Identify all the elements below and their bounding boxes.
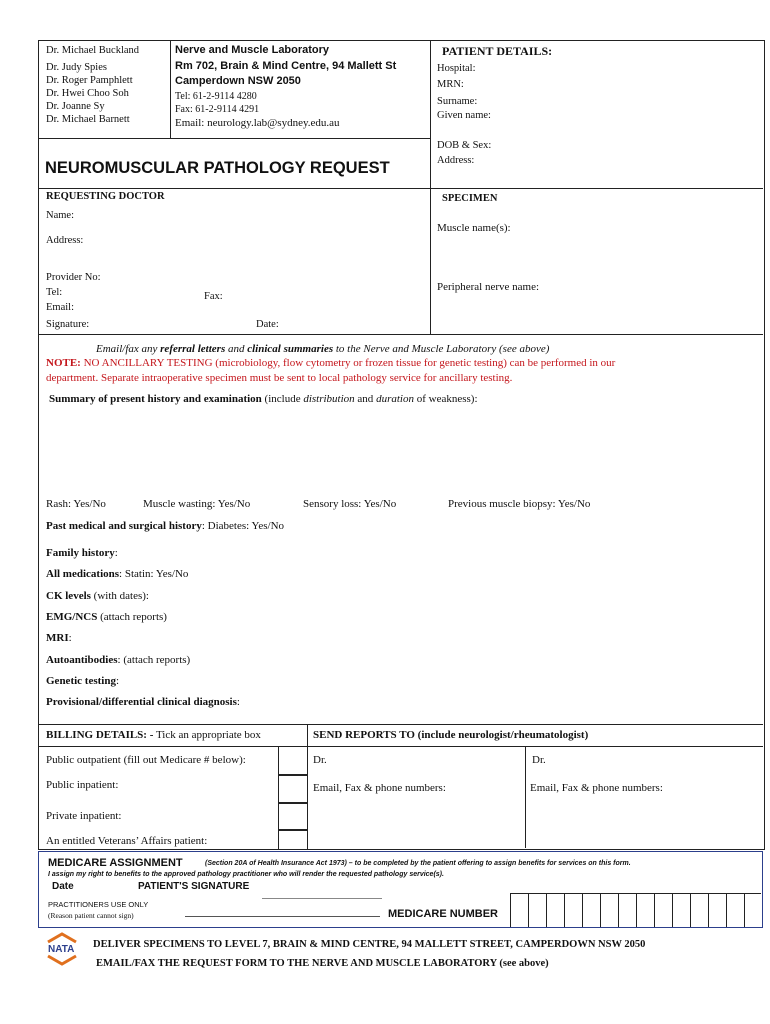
doctor-name: Dr. Judy Spies	[46, 62, 107, 73]
doctor-name: Dr. Joanne Sy	[46, 101, 105, 112]
lab-name: Nerve and Muscle Laboratory	[175, 44, 330, 56]
referral-notice: Email/fax any referral letters and clinical summaries to the Nerve and Muscle Laboratory (see above)	[96, 343, 550, 355]
doctor-name: Dr. Hwei Choo Soh	[46, 88, 129, 99]
requesting-provider-label: Provider No:	[46, 272, 101, 283]
patient-given-name-label: Given name:	[437, 110, 491, 121]
page-title: NEUROMUSCULAR PATHOLOGY REQUEST	[45, 159, 390, 177]
footer-delivery-line: DELIVER SPECIMENS TO LEVEL 7, BRAIN & MIND CENTRE, 94 MALLETT STREET, CAMPERDOWN NSW 2050	[93, 939, 646, 950]
billing-outpatient-label: Public outpatient (fill out Medicare # below):	[46, 754, 246, 766]
medicare-heading: MEDICARE ASSIGNMENT	[48, 857, 183, 869]
medicare-date-label: Date	[52, 881, 74, 892]
lab-address-line2: Camperdown NSW 2050	[175, 75, 301, 87]
medicare-section-note: (Section 20A of Health Insurance Act 1973) – to be completed by the patient offering to assign benefits for services on this form.	[205, 860, 631, 867]
billing-inpatient-checkbox[interactable]	[278, 774, 308, 804]
lab-address-line1: Rm 702, Brain & Mind Centre, 94 Mallett St	[175, 60, 397, 72]
requesting-name-label: Name:	[46, 210, 74, 221]
rash-field: Rash: Yes/No	[46, 498, 106, 510]
ck-levels-field: CK levels (with dates):	[46, 590, 149, 602]
report-contact-1-label: Email, Fax & phone numbers:	[313, 782, 446, 794]
autoantibodies-field: Autoantibodies: (attach reports)	[46, 654, 191, 666]
requesting-signature-label: Signature:	[46, 319, 90, 330]
muscle-wasting-field: Muscle wasting: Yes/No	[143, 498, 251, 510]
billing-inpatient-label: Public inpatient:	[46, 779, 119, 791]
sensory-loss-field: Sensory loss: Yes/No	[303, 498, 397, 510]
ancillary-note: NOTE: NO ANCILLARY TESTING (microbiology, flow cytometry or frozen tissue for genetic testing) can be performed in our	[46, 357, 616, 369]
ancillary-note-line2: department. Separate intraoperative specimen must be sent to local pathology service for ancillary testing.	[46, 372, 513, 384]
patient-details-heading: PATIENT DETAILS:	[442, 44, 553, 58]
family-history-field: Family history:	[46, 547, 118, 559]
past-medical-history-field: Past medical and surgical history: Diabetes: Yes/No	[46, 520, 285, 532]
requesting-tel-label: Tel:	[46, 287, 63, 298]
patient-hospital-label: Hospital:	[437, 63, 476, 74]
billing-veterans-checkbox[interactable]	[278, 829, 308, 850]
mri-field: MRI:	[46, 632, 72, 644]
send-reports-heading: SEND REPORTS TO (include neurologist/rheumatologist)	[313, 729, 589, 741]
requesting-doctor-heading: REQUESTING DOCTOR	[46, 191, 165, 202]
lab-email: Email: neurology.lab@sydney.edu.au	[175, 117, 340, 129]
medications-field: All medications: Statin: Yes/No	[46, 568, 189, 580]
genetic-testing-field: Genetic testing:	[46, 675, 120, 687]
requesting-email-label: Email:	[46, 302, 74, 313]
emg-ncs-field: EMG/NCS (attach reports)	[46, 611, 167, 623]
billing-private-label: Private inpatient:	[46, 810, 122, 822]
billing-veterans-label: An entitled Veterans’ Affairs patient:	[46, 835, 208, 847]
medicare-number-label: MEDICARE NUMBER	[388, 908, 498, 920]
doctor-name: Dr. Michael Barnett	[46, 114, 130, 125]
nata-logo	[45, 930, 79, 968]
reason-cannot-sign-label: (Reason patient cannot sign)	[48, 911, 134, 920]
muscle-name-label: Muscle name(s):	[437, 222, 511, 234]
billing-outpatient-checkbox[interactable]	[278, 746, 308, 776]
requesting-fax-label: Fax:	[204, 291, 223, 302]
provisional-diagnosis-field: Provisional/differential clinical diagnosis:	[46, 696, 240, 708]
requesting-date-label: Date:	[256, 319, 279, 330]
doctor-name: Dr. Roger Pamphlett	[46, 75, 133, 86]
patient-surname-label: Surname:	[437, 96, 478, 107]
medicare-assign-statement: I assign my right to benefits to the approved pathology practitioner who will render the requested pathology service(s).	[48, 871, 444, 878]
billing-heading: BILLING DETAILS: - Tick an appropriate box	[46, 729, 261, 741]
summary-history-label: Summary of present history and examination (include distribution and duration of weakness):	[49, 393, 478, 405]
previous-biopsy-field: Previous muscle biopsy: Yes/No	[448, 498, 591, 510]
lab-fax: Fax: 61-2-9114 4291	[175, 104, 260, 115]
requesting-address-label: Address:	[46, 235, 84, 246]
billing-private-checkbox[interactable]	[278, 802, 308, 831]
medicare-number-cells[interactable]	[510, 893, 761, 927]
report-contact-2-label: Email, Fax & phone numbers:	[530, 782, 663, 794]
report-doctor-2-label: Dr.	[532, 754, 546, 766]
specimen-heading: SPECIMEN	[442, 193, 498, 204]
report-doctor-1-label: Dr.	[313, 754, 327, 766]
patient-mrn-label: MRN:	[437, 79, 464, 90]
medicare-signature-label: PATIENT'S SIGNATURE	[138, 881, 250, 892]
doctor-name: Dr. Michael Buckland	[46, 45, 140, 56]
peripheral-nerve-label: Peripheral nerve name:	[437, 281, 540, 293]
practitioners-use-label: PRACTITIONERS USE ONLY	[48, 900, 149, 909]
footer-email-line: EMAIL/FAX THE REQUEST FORM TO THE NERVE AND MUSCLE LABORATORY (see above)	[96, 958, 549, 969]
patient-address-label: Address:	[437, 155, 475, 166]
lab-tel: Tel: 61-2-9114 4280	[175, 91, 257, 102]
patient-dob-sex-label: DOB & Sex:	[437, 140, 492, 151]
nata-logo-text: NATA	[48, 944, 75, 955]
